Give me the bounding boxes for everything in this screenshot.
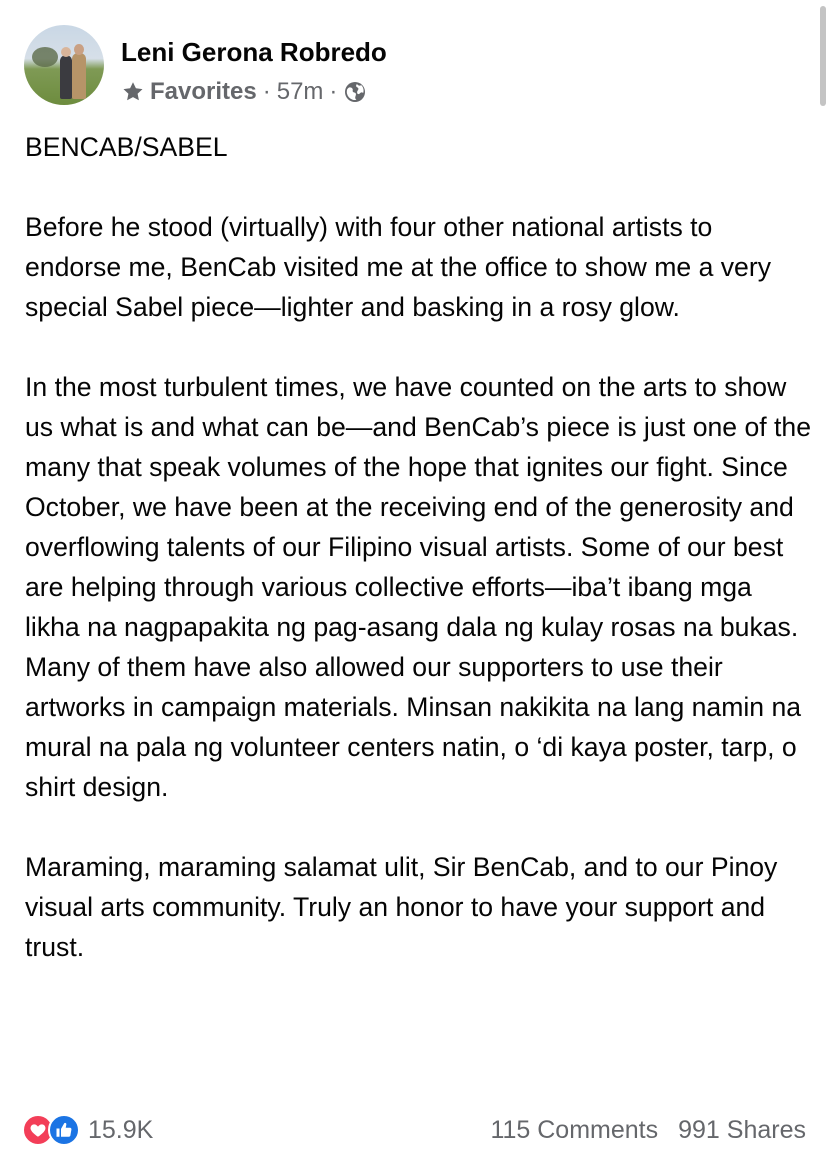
- post-time[interactable]: 57m: [276, 78, 324, 105]
- post-header: [24, 25, 804, 105]
- scrollbar-thumb[interactable]: [820, 6, 826, 106]
- post-meta: [120, 77, 367, 107]
- post-paragraph: Before he stood (virtually) with four other national artists to endorse me, BenCab visited me at the office to show me a very special Sabel piece—lighter and basking in a rosy glow.: [25, 212, 771, 322]
- meta-separator: ·: [329, 78, 338, 105]
- meta-separator: ·: [262, 78, 271, 105]
- star-icon: [120, 79, 146, 105]
- post-body: [25, 127, 811, 967]
- post-title: BENCAB/SABEL: [25, 132, 228, 162]
- author-name[interactable]: Leni Gerona Robredo: [121, 37, 387, 67]
- comments-count-link[interactable]: 115 Comments: [490, 1115, 659, 1144]
- post-paragraph: Maraming, maraming salamat ulit, Sir BenCab, and to our Pinoy visual arts community. Truly an honor to have your support and trust.: [25, 852, 778, 962]
- post-stats-bar: [22, 1110, 806, 1150]
- reaction-icons[interactable]: [22, 1113, 92, 1147]
- reactions-count[interactable]: 15.9K: [88, 1115, 154, 1144]
- author-avatar[interactable]: [24, 25, 104, 105]
- globe-icon[interactable]: [343, 80, 367, 104]
- post-paragraph: In the most turbulent times, we have counted on the arts to show us what is and what can be—and BenCab’s piece is just one of the many that speak volumes of the hope that ignites our fight. Since October, we have been at the receiving end of the generosity and overflowing talents of our Filipino visual artists. Some of our best are helping through various collective efforts—iba’t ibang mga likha na nagpapakita ng pag-asang dala ng kulay rosas na bukas. Many of them have also allowed our supporters to use their artworks in campaign materials. Minsan nakikita na lang namin na mural na pala ng volunteer centers natin, o ‘di kaya poster, tarp, o shirt design.: [25, 372, 811, 802]
- audience-favorites-label[interactable]: Favorites: [150, 78, 257, 105]
- scrollbar[interactable]: [818, 0, 828, 120]
- shares-count-link[interactable]: 991 Shares: [678, 1115, 806, 1144]
- like-icon[interactable]: [48, 1114, 80, 1146]
